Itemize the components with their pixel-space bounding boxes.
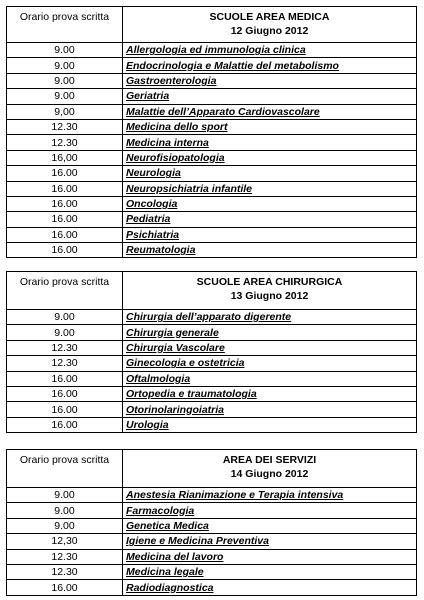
table-row bbox=[7, 212, 417, 227]
school-name: Allergologia ed immunologia clinica bbox=[126, 44, 306, 57]
section-title-cell bbox=[123, 7, 417, 43]
school-name-cell bbox=[123, 534, 417, 549]
table-row bbox=[7, 135, 417, 150]
school-name: Otorinolaringoiatria bbox=[126, 403, 225, 416]
table-row bbox=[7, 356, 417, 371]
section-date: 13 Giugno 2012 bbox=[230, 290, 309, 302]
exam-time-cell: 16.00 bbox=[7, 402, 123, 417]
school-name: Chirurgia Vascolare bbox=[126, 341, 225, 354]
school-name-cell bbox=[123, 580, 417, 595]
school-name: Ginecologia e ostetricia bbox=[126, 357, 245, 370]
school-name-cell bbox=[123, 310, 417, 325]
school-name-cell bbox=[123, 356, 417, 371]
school-name-cell bbox=[123, 340, 417, 355]
exam-time-cell: 12.30 bbox=[7, 119, 123, 134]
school-name-cell bbox=[123, 73, 417, 88]
school-name: Urologia bbox=[126, 418, 169, 431]
school-name: Gastroenterologia bbox=[126, 74, 217, 87]
table-row bbox=[7, 580, 417, 595]
section-date: 12 Giugno 2012 bbox=[230, 25, 309, 37]
exam-time-cell: 9.00 bbox=[7, 43, 123, 58]
school-name-cell bbox=[123, 402, 417, 417]
table-row bbox=[7, 386, 417, 401]
school-name-cell bbox=[123, 104, 417, 119]
exam-time-cell: 16.00 bbox=[7, 243, 123, 258]
school-name: Oncologia bbox=[126, 198, 178, 211]
exam-time-cell: 12.30 bbox=[7, 135, 123, 150]
section-date: 14 Giugno 2012 bbox=[230, 468, 309, 480]
exam-time-cell: 16.00 bbox=[7, 417, 123, 432]
table-row bbox=[7, 518, 417, 533]
exam-time-cell: 16.00 bbox=[7, 371, 123, 386]
school-name-cell bbox=[123, 227, 417, 242]
section-title: SCUOLE AREA MEDICA bbox=[209, 11, 330, 23]
table-row bbox=[7, 534, 417, 549]
school-name-cell bbox=[123, 166, 417, 181]
table-row bbox=[7, 549, 417, 564]
section-title-cell bbox=[123, 450, 417, 488]
school-name: Neuropsichiatria infantile bbox=[126, 182, 253, 195]
exam-time-cell: 9.00 bbox=[7, 488, 123, 503]
exam-time-cell: 12.30 bbox=[7, 356, 123, 371]
school-name-cell bbox=[123, 212, 417, 227]
section-title: SCUOLE AREA CHIRURGICA bbox=[196, 276, 343, 288]
school-name: Farmacologia bbox=[126, 504, 195, 517]
school-name-cell bbox=[123, 196, 417, 211]
exam-time-cell: 16.00 bbox=[7, 580, 123, 595]
exam-time-cell: 9.00 bbox=[7, 325, 123, 340]
table-row bbox=[7, 89, 417, 104]
table-header-row bbox=[7, 450, 417, 488]
table-row bbox=[7, 227, 417, 242]
school-name-cell bbox=[123, 58, 417, 73]
schedule-table-area-medica bbox=[6, 6, 417, 258]
exam-time-cell: 16.00 bbox=[7, 181, 123, 196]
school-name: Medicina legale bbox=[126, 566, 204, 579]
table-row bbox=[7, 150, 417, 165]
school-name-cell bbox=[123, 181, 417, 196]
table-header-row bbox=[7, 272, 417, 310]
table-row bbox=[7, 340, 417, 355]
exam-time-cell: 9.00 bbox=[7, 89, 123, 104]
table-row bbox=[7, 166, 417, 181]
school-name-cell bbox=[123, 89, 417, 104]
table-row bbox=[7, 488, 417, 503]
school-name: Reumatologia bbox=[126, 244, 196, 257]
school-name: Oftalmologia bbox=[126, 372, 191, 385]
time-column-header: Orario prova scritta bbox=[7, 450, 123, 488]
school-name: Geriatria bbox=[126, 90, 170, 103]
school-name: Malattie dell’Apparato Cardiovascolare bbox=[126, 105, 320, 118]
table-row bbox=[7, 371, 417, 386]
school-name-cell bbox=[123, 518, 417, 533]
school-name: Medicina del lavoro bbox=[126, 550, 224, 563]
school-name: Ortopedia e traumatologia bbox=[126, 388, 257, 401]
table-header-row bbox=[7, 7, 417, 43]
table-row bbox=[7, 402, 417, 417]
table-row bbox=[7, 310, 417, 325]
exam-time-cell: 12.30 bbox=[7, 340, 123, 355]
exam-time-cell: 9,00 bbox=[7, 104, 123, 119]
schedule-table-area-servizi bbox=[6, 449, 417, 596]
table-row bbox=[7, 119, 417, 134]
school-name: Chirurgia dell’apparato digerente bbox=[126, 311, 292, 324]
school-name-cell bbox=[123, 150, 417, 165]
school-name-cell bbox=[123, 119, 417, 134]
school-name-cell bbox=[123, 386, 417, 401]
exam-time-cell: 16.00 bbox=[7, 212, 123, 227]
school-name-cell bbox=[123, 43, 417, 58]
school-name-cell bbox=[123, 564, 417, 579]
school-name-cell bbox=[123, 503, 417, 518]
table-row bbox=[7, 43, 417, 58]
exam-time-cell: 16.00 bbox=[7, 386, 123, 401]
school-name: Psichiatria bbox=[126, 228, 180, 241]
table-row bbox=[7, 325, 417, 340]
table-row bbox=[7, 104, 417, 119]
section-title-cell bbox=[123, 272, 417, 310]
exam-time-cell: 9.00 bbox=[7, 58, 123, 73]
exam-time-cell: 9.00 bbox=[7, 503, 123, 518]
section-title: AREA DEI SERVIZI bbox=[222, 454, 317, 466]
school-name: Anestesia Rianimazione e Terapia intensiva bbox=[126, 489, 344, 502]
school-name-cell bbox=[123, 325, 417, 340]
table-row bbox=[7, 417, 417, 432]
table-row bbox=[7, 243, 417, 258]
school-name: Endocrinologia e Malattie del metabolismo bbox=[126, 59, 339, 72]
schedule-table-area-chirurgica bbox=[6, 271, 417, 433]
exam-time-cell: 16,00 bbox=[7, 150, 123, 165]
table-row bbox=[7, 73, 417, 88]
school-name: Pediatria bbox=[126, 213, 171, 226]
school-name: Medicina interna bbox=[126, 136, 209, 149]
exam-time-cell: 9.00 bbox=[7, 310, 123, 325]
exam-time-cell: 12.30 bbox=[7, 549, 123, 564]
exam-time-cell: 16.00 bbox=[7, 196, 123, 211]
school-name: Neurologia bbox=[126, 167, 181, 180]
school-name: Genetica Medica bbox=[126, 519, 209, 532]
table-row bbox=[7, 503, 417, 518]
table-row bbox=[7, 564, 417, 579]
school-name: Chirurgia generale bbox=[126, 326, 219, 339]
exam-time-cell: 9.00 bbox=[7, 518, 123, 533]
time-column-header: Orario prova scritta bbox=[7, 7, 123, 43]
school-name: Medicina dello sport bbox=[126, 121, 228, 134]
exam-time-cell: 9.00 bbox=[7, 73, 123, 88]
school-name-cell bbox=[123, 417, 417, 432]
table-row bbox=[7, 58, 417, 73]
table-row bbox=[7, 181, 417, 196]
school-name: Neurofisiopatologia bbox=[126, 151, 225, 164]
school-name-cell bbox=[123, 371, 417, 386]
time-column-header: Orario prova scritta bbox=[7, 272, 123, 310]
school-name: Igiene e Medicina Preventiva bbox=[126, 535, 269, 548]
school-name-cell bbox=[123, 488, 417, 503]
school-name-cell bbox=[123, 549, 417, 564]
exam-time-cell: 16.00 bbox=[7, 166, 123, 181]
school-name: Radiodiagnostica bbox=[126, 581, 214, 594]
exam-time-cell: 12,30 bbox=[7, 534, 123, 549]
school-name-cell bbox=[123, 243, 417, 258]
exam-time-cell: 16.00 bbox=[7, 227, 123, 242]
table-row bbox=[7, 196, 417, 211]
exam-time-cell: 12.30 bbox=[7, 564, 123, 579]
school-name-cell bbox=[123, 135, 417, 150]
